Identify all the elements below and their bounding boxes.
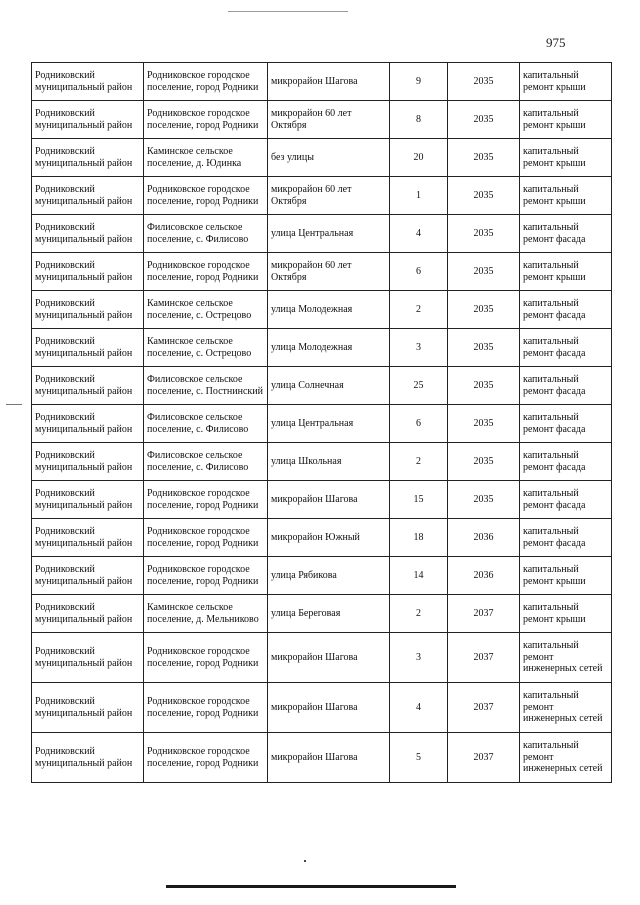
table-row xyxy=(32,405,612,443)
cell-street: без улицы xyxy=(268,139,390,177)
cell-street: микрорайон 60 лет Октября xyxy=(268,101,390,139)
table-row xyxy=(32,63,612,101)
cell-work: капитальный ремонт фасада xyxy=(520,519,612,557)
cell-district: Родниковский муниципальный район xyxy=(32,633,144,683)
cell-year: 2037 xyxy=(448,733,520,783)
cell-district: Родниковский муниципальный район xyxy=(32,595,144,633)
cell-year: 2036 xyxy=(448,519,520,557)
cell-year: 2035 xyxy=(448,367,520,405)
table-row xyxy=(32,253,612,291)
cell-settlement: Родниковское городское поселение, город Родники xyxy=(144,63,268,101)
cell-settlement: Филисовское сельское поселение, с. Постнинский xyxy=(144,367,268,405)
cell-year: 2035 xyxy=(448,291,520,329)
table-row xyxy=(32,291,612,329)
cell-year: 2037 xyxy=(448,633,520,683)
cell-house: 3 xyxy=(390,329,448,367)
table-row xyxy=(32,595,612,633)
cell-house: 20 xyxy=(390,139,448,177)
table-row xyxy=(32,733,612,783)
cell-district: Родниковский муниципальный район xyxy=(32,481,144,519)
cell-district: Родниковский муниципальный район xyxy=(32,733,144,783)
cell-district: Родниковский муниципальный район xyxy=(32,101,144,139)
cell-year: 2035 xyxy=(448,177,520,215)
repair-schedule-table xyxy=(31,62,612,783)
cell-work: капитальный ремонт инженерных сетей xyxy=(520,683,612,733)
cell-district: Родниковский муниципальный район xyxy=(32,63,144,101)
cell-district: Родниковский муниципальный район xyxy=(32,367,144,405)
table-row xyxy=(32,177,612,215)
cell-settlement: Каминское сельское поселение, с. Острецово xyxy=(144,291,268,329)
cell-house: 5 xyxy=(390,733,448,783)
table-row xyxy=(32,139,612,177)
cell-street: микрорайон Шагова xyxy=(268,633,390,683)
scan-artifact-top xyxy=(228,11,348,12)
table-row xyxy=(32,329,612,367)
cell-year: 2037 xyxy=(448,595,520,633)
cell-work: капитальный ремонт крыши xyxy=(520,177,612,215)
cell-street: микрорайон 60 лет Октября xyxy=(268,177,390,215)
cell-work: капитальный ремонт крыши xyxy=(520,139,612,177)
cell-street: улица Молодежная xyxy=(268,291,390,329)
table-row xyxy=(32,557,612,595)
cell-work: капитальный ремонт фасада xyxy=(520,291,612,329)
cell-house: 4 xyxy=(390,215,448,253)
cell-settlement: Филисовское сельское поселение, с. Филисово xyxy=(144,215,268,253)
cell-district: Родниковский муниципальный район xyxy=(32,519,144,557)
cell-work: капитальный ремонт крыши xyxy=(520,63,612,101)
cell-settlement: Каминское сельское поселение, д. Юдинка xyxy=(144,139,268,177)
table-row xyxy=(32,101,612,139)
cell-work: капитальный ремонт крыши xyxy=(520,101,612,139)
cell-year: 2035 xyxy=(448,215,520,253)
table-row xyxy=(32,481,612,519)
cell-work: капитальный ремонт инженерных сетей xyxy=(520,733,612,783)
cell-work: капитальный ремонт крыши xyxy=(520,595,612,633)
cell-street: улица Центральная xyxy=(268,405,390,443)
cell-house: 15 xyxy=(390,481,448,519)
cell-house: 6 xyxy=(390,405,448,443)
cell-house: 2 xyxy=(390,443,448,481)
cell-settlement: Каминское сельское поселение, с. Острецово xyxy=(144,329,268,367)
cell-house: 3 xyxy=(390,633,448,683)
cell-work: капитальный ремонт крыши xyxy=(520,557,612,595)
cell-year: 2035 xyxy=(448,139,520,177)
cell-year: 2035 xyxy=(448,443,520,481)
margin-mark xyxy=(6,404,22,405)
cell-district: Родниковский муниципальный район xyxy=(32,329,144,367)
cell-work: капитальный ремонт фасада xyxy=(520,481,612,519)
cell-work: капитальный ремонт крыши xyxy=(520,253,612,291)
scan-dot xyxy=(304,860,306,862)
cell-district: Родниковский муниципальный район xyxy=(32,683,144,733)
cell-settlement: Филисовское сельское поселение, с. Филисово xyxy=(144,405,268,443)
cell-settlement: Родниковское городское поселение, город Родники xyxy=(144,177,268,215)
table-body xyxy=(32,63,612,783)
cell-district: Родниковский муниципальный район xyxy=(32,557,144,595)
cell-work: капитальный ремонт фасада xyxy=(520,367,612,405)
cell-street: улица Рябикова xyxy=(268,557,390,595)
cell-house: 2 xyxy=(390,595,448,633)
cell-settlement: Родниковское городское поселение, город Родники xyxy=(144,519,268,557)
cell-settlement: Родниковское городское поселение, город Родники xyxy=(144,101,268,139)
cell-district: Родниковский муниципальный район xyxy=(32,215,144,253)
cell-street: микрорайон Шагова xyxy=(268,683,390,733)
table-row xyxy=(32,683,612,733)
cell-street: микрорайон Шагова xyxy=(268,733,390,783)
cell-street: микрорайон Южный xyxy=(268,519,390,557)
cell-settlement: Родниковское городское поселение, город Родники xyxy=(144,253,268,291)
cell-work: капитальный ремонт инженерных сетей xyxy=(520,633,612,683)
cell-street: улица Солнечная xyxy=(268,367,390,405)
cell-settlement: Родниковское городское поселение, город Родники xyxy=(144,557,268,595)
cell-district: Родниковский муниципальный район xyxy=(32,443,144,481)
cell-year: 2037 xyxy=(448,683,520,733)
cell-district: Родниковский муниципальный район xyxy=(32,177,144,215)
cell-year: 2035 xyxy=(448,481,520,519)
cell-settlement: Родниковское городское поселение, город Родники xyxy=(144,733,268,783)
cell-house: 2 xyxy=(390,291,448,329)
cell-street: улица Береговая xyxy=(268,595,390,633)
cell-settlement: Родниковское городское поселение, город Родники xyxy=(144,683,268,733)
cell-street: улица Центральная xyxy=(268,215,390,253)
cell-house: 9 xyxy=(390,63,448,101)
cell-year: 2035 xyxy=(448,405,520,443)
cell-house: 18 xyxy=(390,519,448,557)
cell-house: 25 xyxy=(390,367,448,405)
cell-year: 2035 xyxy=(448,253,520,291)
cell-house: 6 xyxy=(390,253,448,291)
cell-settlement: Родниковское городское поселение, город Родники xyxy=(144,481,268,519)
cell-settlement: Каминское сельское поселение, д. Мельниково xyxy=(144,595,268,633)
cell-year: 2035 xyxy=(448,101,520,139)
cell-work: капитальный ремонт фасада xyxy=(520,329,612,367)
table-row xyxy=(32,443,612,481)
table-row xyxy=(32,367,612,405)
cell-house: 14 xyxy=(390,557,448,595)
cell-settlement: Филисовское сельское поселение, с. Филисово xyxy=(144,443,268,481)
cell-house: 8 xyxy=(390,101,448,139)
cell-district: Родниковский муниципальный район xyxy=(32,405,144,443)
cell-street: микрорайон 60 лет Октября xyxy=(268,253,390,291)
cell-year: 2035 xyxy=(448,63,520,101)
table-row xyxy=(32,633,612,683)
cell-work: капитальный ремонт фасада xyxy=(520,405,612,443)
cell-house: 1 xyxy=(390,177,448,215)
cell-year: 2036 xyxy=(448,557,520,595)
cell-street: улица Школьная xyxy=(268,443,390,481)
cell-district: Родниковский муниципальный район xyxy=(32,139,144,177)
cell-street: микрорайон Шагова xyxy=(268,481,390,519)
cell-district: Родниковский муниципальный район xyxy=(32,291,144,329)
cell-district: Родниковский муниципальный район xyxy=(32,253,144,291)
scan-artifact-bottom xyxy=(166,885,456,888)
cell-settlement: Родниковское городское поселение, город Родники xyxy=(144,633,268,683)
page-number: 975 xyxy=(546,35,566,50)
cell-work: капитальный ремонт фасада xyxy=(520,443,612,481)
table-row xyxy=(32,215,612,253)
cell-street: микрорайон Шагова xyxy=(268,63,390,101)
cell-house: 4 xyxy=(390,683,448,733)
table-row xyxy=(32,519,612,557)
cell-work: капитальный ремонт фасада xyxy=(520,215,612,253)
cell-street: улица Молодежная xyxy=(268,329,390,367)
cell-year: 2035 xyxy=(448,329,520,367)
